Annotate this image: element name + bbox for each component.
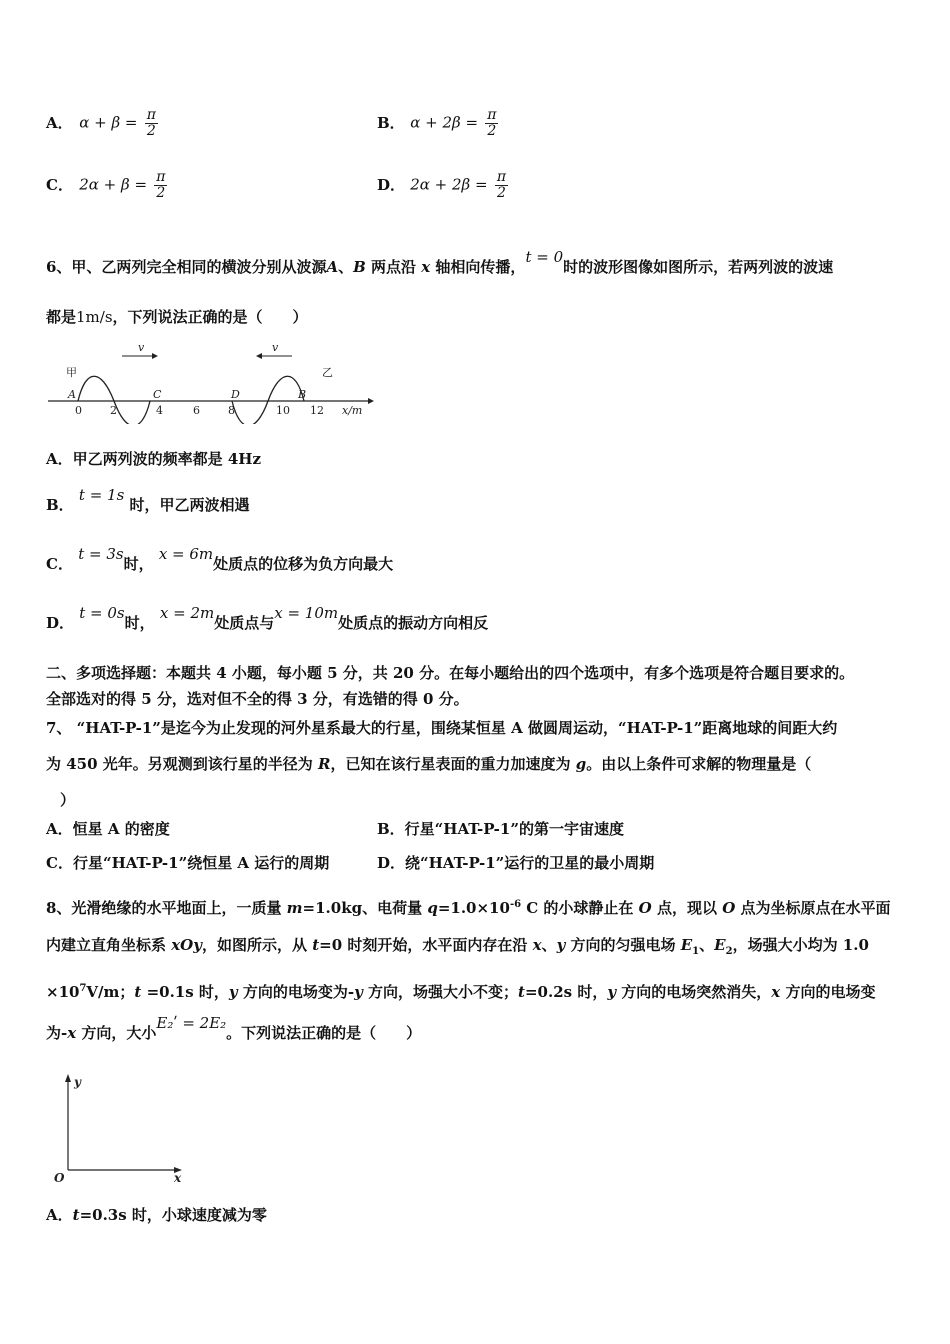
fraction: $\frac{\pi}{2}$ [156, 169, 166, 201]
axis-label-x: x [174, 1171, 182, 1185]
q7-option-d[interactable]: D．绕“HAT-P-1”运行的卫星的最小周期 [377, 854, 655, 872]
coordinate-figure [50, 1070, 190, 1186]
q7-stem: 7、 “HAT-P-1”是迄今为止发现的河外星系最大的行星，围绕某恒星 A 做圆周运动，“HAT-P-1”距离地球的间距大约 为 450 光年。另观测到该行星的半径为 R，已知在该行星表面的重力加速度为 g。由以上条件可求解的物理量是（ ） [46, 719, 838, 809]
tick-6: 6 [193, 404, 200, 417]
origin-label: O [54, 1171, 65, 1185]
x-axis-arrow [368, 398, 374, 404]
wave-figure [46, 338, 376, 424]
q6-option-b[interactable]: B． t = 1s 时，甲乙两波相遇 [46, 486, 250, 514]
q5-option-row-1 [46, 108, 904, 158]
axis-label-x: x/m [342, 404, 363, 417]
section-2-heading: 二、多项选择题：本题共 4 小题，每小题 5 分，共 20 分。在每小题给出的四个选项中，有多个选项是符合题目要求的。 全部选对的得 5 分，选对但不全的得 3 分，有选错的得 0 分。 [46, 664, 855, 708]
wave-yi [232, 376, 307, 424]
q8-stem-line-4: 为-x 方向，大小E₂ʹ = 2E₂。下列说法正确的是（ ） [46, 1014, 422, 1042]
point-B: B [298, 388, 307, 401]
label-yi: 乙 [322, 366, 333, 379]
label-jia: 甲 [66, 366, 77, 379]
fraction: $\frac{\pi}{2}$ [146, 107, 156, 139]
q5-option-b[interactable]: B． α + 2β = $\frac{\pi}{2}$ [377, 107, 497, 139]
q8-option-a[interactable]: A．t=0.3s 时，小球速度减为零 [46, 1206, 267, 1224]
q5-option-c[interactable]: C． 2α + β = $\frac{\pi}{2}$ [46, 169, 166, 201]
axis-label-y: y [74, 1075, 81, 1089]
velocity-arrowhead-right [152, 353, 158, 359]
tick-4: 4 [156, 404, 163, 417]
tick-2: 2 [110, 404, 117, 417]
q5-option-d[interactable]: D． 2α + 2β = $\frac{\pi}{2}$ [377, 169, 507, 201]
q7-option-b[interactable]: B．行星“HAT-P-1”的第一宇宙速度 [377, 820, 624, 838]
q6-stem-line-2: 都是1m/s，下列说法正确的是（ ） [46, 308, 308, 326]
fraction: $\frac{\pi}{2}$ [496, 169, 507, 201]
q6-option-d[interactable]: D． t = 0s时， x = 2m处质点与x = 10m处质点的振动方向相反 [46, 604, 489, 632]
fraction: $\frac{\pi}{2}$ [487, 107, 497, 139]
velocity-arrowhead-left [256, 353, 262, 359]
q8-stem: 8、光滑绝缘的水平地面上，一质量 m=1.0kg、电荷量 $q=1.0\times 10^{-6}$ C 的小球静止在 O 点，现以 O 点为坐标原点在水平面 内建立直角坐标系 xOy，如图所示，从 t=0 时刻开始，水平面内存在沿 x、y 方向的匀强电场 $E_1$、$E_2$，场强大小均为 1.0 $\times 10^7V/m$；t =0.1s 时，y 方向的电场变为-y 方向，场强大小不变；t=0.2s 时，y 方向的电场突然消失，x 方向的电场变 [46, 899, 891, 1001]
v-label-1: v [138, 341, 145, 354]
point-D: D [231, 388, 240, 401]
v-label-2: v [272, 341, 279, 354]
q7-option-a[interactable]: A．恒星 A 的密度 [46, 820, 170, 838]
point-A: A [68, 388, 76, 401]
q7-option-c[interactable]: C．行星“HAT-P-1”绕恒星 A 运行的周期 [46, 854, 330, 872]
q6-option-a[interactable]: A．甲乙两列波的频率都是 4Hz [46, 450, 261, 468]
q6-stem-line-1: 6、甲、乙两列完全相同的横波分别从波源A、B 两点沿 x 轴相向传播，t = 0时的波形图像如图所示，若两列波的波速 [46, 248, 834, 276]
tick-0: 0 [75, 404, 82, 417]
tick-8: 8 [228, 404, 235, 417]
q6-option-c[interactable]: C． t = 3s时， x = 6m处质点的位移为负方向最大 [46, 545, 394, 573]
tick-10: 10 [276, 404, 290, 417]
q5-option-a[interactable]: A． α + β = $\frac{\pi}{2}$ [46, 107, 156, 139]
q5-option-row-2 [46, 170, 904, 220]
y-axis-arrow [65, 1074, 71, 1082]
point-C: C [153, 388, 162, 401]
tick-12: 12 [310, 404, 324, 417]
